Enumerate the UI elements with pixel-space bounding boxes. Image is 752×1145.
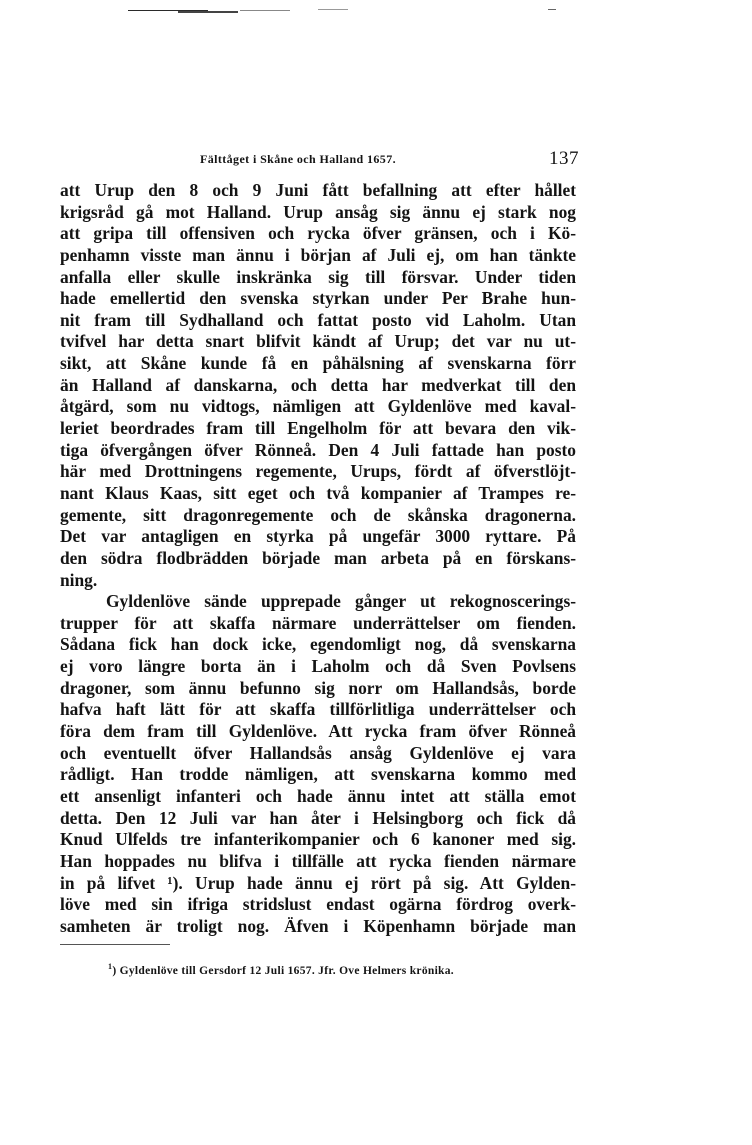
text-line: nant Klaus Kaas, sitt eget och två kompanier af Trampes re-	[60, 482, 576, 503]
text-line: penhamn visste man ännu i början af Juli ej, om han tänkte	[60, 244, 576, 265]
footnote-divider	[60, 944, 170, 945]
text-line: den södra flodbrädden började man arbeta på en förskans-	[60, 547, 576, 568]
text-line: Gyldenlöve sände upprepade gånger ut rekognoscerings-	[106, 591, 576, 612]
footnote-marker: 1	[108, 962, 113, 971]
paragraph-1	[60, 180, 576, 591]
text-line: ett ansenligt infanteri och hade ännu intet att ställa emot	[60, 785, 576, 806]
text-line: att Urup den 8 och 9 Juni fått befallning att efter hållet	[60, 180, 576, 200]
text-line: åtgärd, som nu vidtogs, nämligen att Gyldenlöve med kaval-	[60, 396, 576, 417]
body-text	[60, 180, 576, 937]
text-line: samheten är troligt nog. Äfven i Köpenhamn började man	[60, 915, 576, 936]
text-line: krigsråd gå mot Halland. Urup ansåg sig ännu ej stark nog	[60, 201, 576, 222]
text-line: Knud Ulfelds tre infanterikompanier och 6 kanoner med sig.	[60, 829, 576, 850]
text-line: rådligt. Han trodde nämligen, att svenskarna kommo med	[60, 764, 576, 785]
footnote-text: ) Gyldenlöve till Gersdorf 12 Juli 1657. Jfr. Ove Helmers krönika.	[112, 964, 454, 977]
text-line: anfalla eller skulle inskränka sig till försvar. Under tiden	[60, 266, 576, 287]
text-line: tvifvel har detta snart blifvit kändt af Urup; det var nu ut-	[60, 331, 576, 352]
text-line: tiga öfvergången öfver Rönneå. Den 4 Juli fattade han posto	[60, 439, 576, 460]
text-line: sikt, att Skåne kunde få en påhälsning af svenskarna förr	[60, 353, 576, 374]
text-line: än Halland af danskarna, och detta har medverkat till den	[60, 374, 576, 395]
page-number: 137	[549, 148, 579, 169]
text-line: föra dem fram till Gyldenlöve. Att rycka fram öfver Rönneå	[60, 721, 576, 742]
text-line: här med Drottningens regemente, Urups, fördt af öfverstlöjt-	[60, 461, 576, 482]
text-line: gemente, sitt dragonregemente och de skånska dragonerna.	[60, 504, 576, 525]
footnote	[108, 962, 454, 977]
text-line: ej voro längre borta än i Laholm och då Sven Povlsens	[60, 656, 576, 677]
text-line: och eventuellt öfver Hallandsås ansåg Gyldenlöve ej vara	[60, 742, 576, 763]
text-line: ning.	[60, 569, 98, 590]
text-line: detta. Den 12 Juli var han åter i Helsingborg och fick då	[60, 807, 576, 828]
page-header	[60, 148, 590, 172]
text-line: hafva haft lätt för att skaffa tillförlitliga underrättelser och	[60, 699, 576, 720]
text-line: hade emellertid den svenska styrkan under Per Brahe hun-	[60, 288, 576, 309]
text-line: Han hoppades nu blifva i tillfälle att rycka fienden närmare	[60, 850, 576, 871]
text-line: nit fram till Sydhalland och fattat posto vid Laholm. Utan	[60, 309, 576, 330]
running-title: Fälttåget i Skåne och Halland 1657.	[200, 152, 397, 166]
paragraph-2	[60, 591, 576, 937]
text-line: trupper för att skaffa närmare underrättelser om fienden.	[60, 612, 576, 633]
text-line: Sådana fick han dock icke, egendomligt nog, då svenskarna	[60, 634, 576, 655]
text-line: dragoner, som ännu befunno sig norr om Hallandsås, borde	[60, 677, 576, 698]
text-line: in på lifvet ¹). Urup hade ännu ej rört på sig. Att Gylden-	[60, 872, 576, 893]
text-line: att gripa till offensiven och rycka öfver gränsen, och i Kö-	[60, 223, 576, 244]
text-line: leriet beordrades fram till Engelholm för att bevara den vik-	[60, 418, 576, 439]
text-line: Det var antagligen en styrka på ungefär 3000 ryttare. På	[60, 526, 576, 547]
text-line: löve med sin ifriga stridslust endast ogärna fördrog overk-	[60, 894, 576, 915]
